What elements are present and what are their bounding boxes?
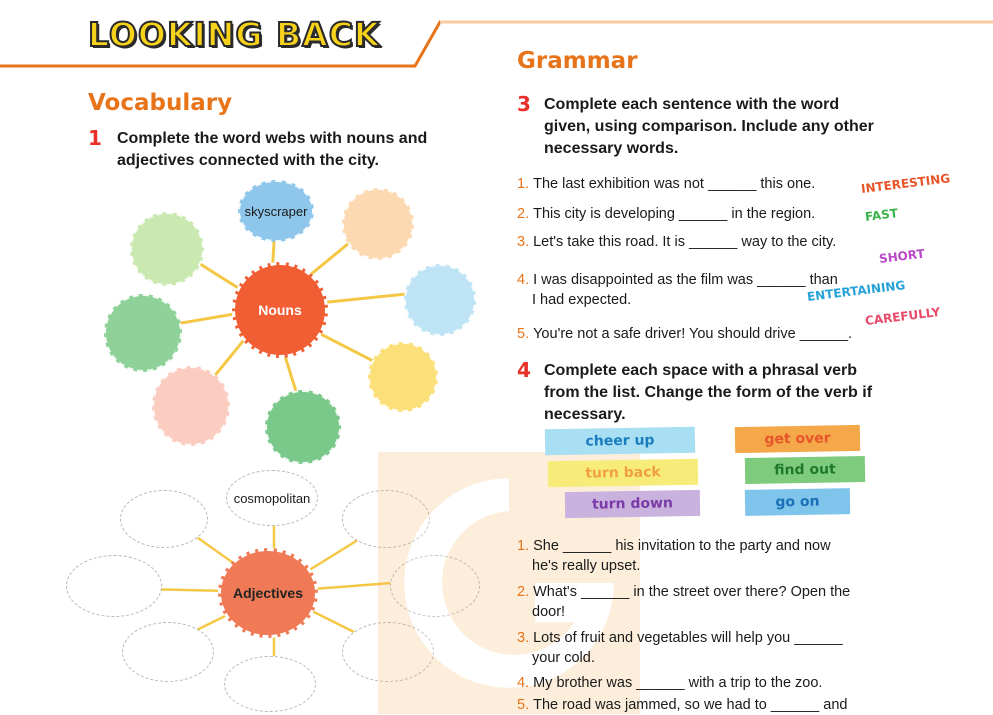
sentence-text: Let's take this road. It is ______ way to the city. xyxy=(533,234,837,250)
task-3-instruction-line2: given, using comparison. Include any other xyxy=(544,118,874,135)
keyword-fast: FAST xyxy=(864,206,899,224)
task-1-instruction-line2: adjectives connected with the city. xyxy=(117,152,379,169)
task-3-sentence-4-cont: I had expected. xyxy=(532,292,632,308)
sentence-number: 1. xyxy=(517,176,530,192)
sentence-text: This city is developing ______ in the region. xyxy=(533,206,816,222)
task-3-sentence-2 xyxy=(517,204,815,224)
task-4-sentence-5 xyxy=(517,695,847,715)
sentence-text: You're not a safe driver! You should drive ______. xyxy=(533,326,853,342)
adjectives-circle-empty-1[interactable] xyxy=(120,490,208,548)
task-4-sentence-4 xyxy=(517,673,822,693)
chip-turn-down: turn down xyxy=(565,490,700,518)
cosmopolitan-label: cosmopolitan xyxy=(233,490,311,506)
chip-get-over: get over xyxy=(735,425,860,453)
task-4-instruction-line3: necessary. xyxy=(544,406,626,423)
sentence-number: 2. xyxy=(517,206,530,222)
keyword-interesting: INTERESTING xyxy=(860,171,951,196)
task-4-sentence-1-cont: he's really upset. xyxy=(532,558,641,574)
nouns-circle-empty-3[interactable] xyxy=(368,342,438,412)
sentence-number: 4. xyxy=(517,675,530,691)
task-1-number: 1 xyxy=(88,126,102,150)
task-3-sentence-4 xyxy=(517,270,838,290)
task-4-sentence-3-cont: your cold. xyxy=(532,650,595,666)
task-4-sentence-3 xyxy=(517,628,843,648)
chip-go-on: go on xyxy=(745,488,850,516)
task-3-sentence-1 xyxy=(517,174,815,194)
adjectives-circle-empty-2[interactable] xyxy=(66,555,162,617)
task-4-instruction-line1: Complete each space with a phrasal verb xyxy=(544,362,858,379)
sentence-text: The last exhibition was not ______ this one. xyxy=(533,176,816,192)
adjectives-center-label: Adjectives xyxy=(232,585,304,601)
chip-find-out: find out xyxy=(745,456,865,484)
adjectives-circle-cosmopolitan[interactable] xyxy=(226,470,318,526)
sentence-number: 5. xyxy=(517,697,530,713)
sentence-text: I was disappointed as the film was ______ than xyxy=(533,272,838,288)
sentence-number: 4. xyxy=(517,272,530,288)
task-3-instruction-line1: Complete each sentence with the word xyxy=(544,96,840,113)
task-4-number: 4 xyxy=(517,358,531,382)
task-3-instruction-line3: necessary words. xyxy=(544,140,679,157)
task-3-sentence-3 xyxy=(517,232,836,252)
chip-turn-back: turn back xyxy=(548,459,698,488)
nouns-circle-empty-6[interactable] xyxy=(104,294,182,372)
task-3-number: 3 xyxy=(517,92,531,116)
nouns-circle-empty-5[interactable] xyxy=(152,366,230,446)
nouns-circle-empty-4[interactable] xyxy=(265,390,341,464)
task-4-sentence-2 xyxy=(517,582,850,602)
sentence-text: The road was jammed, so we had to ______ and xyxy=(533,697,848,713)
nouns-circle-empty-2[interactable] xyxy=(404,264,476,336)
task-4-sentence-1 xyxy=(517,536,831,556)
keyword-short: SHORT xyxy=(878,246,926,266)
sentence-text: She ______ his invitation to the party and now xyxy=(533,538,831,554)
banner-title: LOOKING BACK xyxy=(88,15,381,54)
nouns-circle-skyscraper[interactable] xyxy=(238,180,314,242)
grammar-heading: Grammar xyxy=(517,48,638,74)
nouns-center-label: Nouns xyxy=(258,302,302,318)
nouns-circle-empty-1[interactable] xyxy=(342,188,414,260)
task-4-instruction-line2: from the list. Change the form of the verb if xyxy=(544,384,873,401)
task-1-instruction-line1: Complete the word webs with nouns and xyxy=(117,130,428,147)
task-4-sentence-2-cont: door! xyxy=(532,604,566,620)
adjectives-circle-empty-3[interactable] xyxy=(122,622,214,682)
vocabulary-heading: Vocabulary xyxy=(88,90,233,116)
adjectives-circle-empty-4[interactable] xyxy=(224,656,316,712)
sentence-text: My brother was ______ with a trip to the zoo. xyxy=(533,675,823,691)
keyword-entertaining: ENTERTAINING xyxy=(806,278,906,304)
sentence-number: 3. xyxy=(517,630,530,646)
nouns-circle-empty-7[interactable] xyxy=(130,212,204,286)
sentence-number: 3. xyxy=(517,234,530,250)
sentence-text: What's ______ in the street over there? Open the xyxy=(533,584,851,600)
task-3-sentence-5 xyxy=(517,324,852,344)
keyword-carefully: CAREFULLY xyxy=(864,304,942,328)
sentence-number: 5. xyxy=(517,326,530,342)
sentence-number: 1. xyxy=(517,538,530,554)
sentence-text: Lots of fruit and vegetables will help you ______ xyxy=(533,630,843,646)
skyscraper-label: skyscraper xyxy=(244,203,308,219)
sentence-number: 2. xyxy=(517,584,530,600)
adjectives-center xyxy=(218,548,318,638)
nouns-center xyxy=(232,262,328,358)
chip-cheer-up: cheer up xyxy=(545,427,695,456)
